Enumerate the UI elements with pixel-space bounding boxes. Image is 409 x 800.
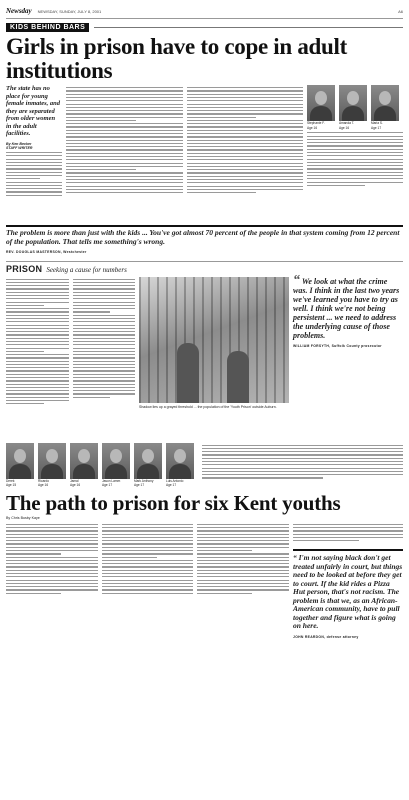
masthead-left bbox=[6, 7, 101, 15]
side-quote-attribution: WILLIAM FORSYTH, Suffolk County prosecutor bbox=[293, 343, 382, 348]
photo-block bbox=[139, 277, 289, 439]
bottom-quote-text: I'm not saying black don't get treated unfairly in court, but things need to be looked at before they get to court. If the kid rides a Pizza Hut person, that's not racism. The problem is that we, as an African-American community, have to pull together and figure what is going on here. bbox=[293, 553, 403, 631]
mug-age: Age 15 bbox=[6, 483, 17, 488]
mugshot bbox=[134, 443, 162, 488]
byline bbox=[6, 142, 62, 150]
top-story-row bbox=[6, 85, 403, 221]
mug-age: Age 16 bbox=[307, 125, 318, 130]
mugshot bbox=[166, 443, 194, 488]
top-right-column bbox=[307, 85, 403, 221]
kicker-label: KIDS BEHIND BARS bbox=[6, 23, 89, 32]
mug-name: Mark Anthony bbox=[134, 478, 154, 483]
mug-age: Age 16 bbox=[70, 483, 81, 488]
prison-subsection bbox=[6, 261, 403, 275]
middle-row bbox=[6, 272, 403, 439]
story-column bbox=[102, 522, 194, 642]
mug-age: Age 16 bbox=[38, 483, 49, 488]
mugshot bbox=[38, 443, 66, 488]
story-column bbox=[66, 85, 183, 221]
photo-caption: Shadow lies up a grayed threshold ... the population of the 'Youth Prison' outside Auburn. bbox=[139, 404, 277, 409]
story-text-block bbox=[6, 152, 62, 196]
mug-name: Amanda T. bbox=[339, 121, 355, 125]
mugshot bbox=[339, 85, 367, 130]
mugshot bbox=[371, 85, 399, 130]
byline-staff: STAFF WRITER bbox=[6, 145, 33, 150]
side-quote-text: We look at what the crime was. I think in the last two years we've learned you have to try as well. I think we're not being persistent ... we need to address the underlying cause of those problems. bbox=[293, 276, 400, 340]
pull-quote-text: The problem is more than just with the kids ... You've got almost 70 percent of the people in that system coming from 12 percent of the population. That tells me something's wrong. bbox=[6, 228, 400, 246]
bottom-pull-quote bbox=[293, 549, 403, 641]
newspaper-logo: Newsday bbox=[6, 7, 32, 15]
sub-byline: By Chris Busby Kaye bbox=[6, 515, 40, 520]
story-column bbox=[6, 522, 98, 642]
mug-name: Jamal bbox=[70, 478, 79, 483]
prison-photo bbox=[139, 277, 289, 403]
main-headline: Girls in prison have to cope in adult institutions bbox=[6, 34, 347, 83]
mug-age: Age 17 bbox=[371, 125, 382, 130]
bottom-right-column bbox=[293, 522, 403, 642]
mug-age: Age 17 bbox=[166, 483, 177, 488]
dateline: NEWSDAY, SUNDAY, JULY 8, 2001 bbox=[37, 8, 102, 14]
story-column bbox=[187, 85, 304, 221]
story-column bbox=[197, 522, 289, 642]
mug-age: Age 17 bbox=[134, 483, 145, 488]
bottom-quote-attribution: JOHN REARDON, defense attorney bbox=[293, 634, 359, 639]
pull-quote bbox=[6, 225, 403, 257]
pull-quote-attribution: REV. DOUGLAS MASTERSON, Westchester bbox=[6, 250, 87, 254]
quote-mark-icon: “ bbox=[293, 553, 297, 563]
deck-column bbox=[6, 85, 62, 221]
section-kicker bbox=[6, 22, 403, 32]
story-column bbox=[202, 443, 403, 488]
mugshot-row bbox=[307, 85, 403, 130]
mug-name: Jason Lamm bbox=[102, 478, 121, 483]
story-column bbox=[293, 524, 403, 542]
mug-name: Derek bbox=[6, 478, 15, 483]
prison-label: PRISON bbox=[6, 263, 43, 274]
side-quote bbox=[293, 272, 403, 439]
sub-headline: The path to prison for six Kent youths bbox=[6, 490, 341, 515]
newspaper-page bbox=[6, 4, 403, 796]
byline-name: By Ken Becker bbox=[6, 141, 32, 146]
quote-mark-icon: “ bbox=[293, 272, 300, 288]
youth-mugshot-row bbox=[6, 443, 403, 488]
mug-age: Age 17 bbox=[102, 483, 113, 488]
mug-name: Luis Antonio bbox=[166, 478, 184, 483]
mug-name: Stephanie F. bbox=[307, 121, 325, 125]
masthead bbox=[6, 4, 403, 19]
page-number: A6 bbox=[398, 8, 403, 14]
mugshot bbox=[307, 85, 335, 130]
mugshot bbox=[102, 443, 130, 488]
prison-subhead: Seeking a cause for numbers bbox=[46, 265, 127, 274]
story-column bbox=[73, 277, 136, 439]
bottom-story-row bbox=[6, 522, 403, 642]
mug-name: Maria S. bbox=[371, 121, 383, 125]
kicker-rule bbox=[94, 27, 403, 28]
story-column bbox=[6, 277, 69, 439]
mugshot bbox=[70, 443, 98, 488]
mugshot bbox=[6, 443, 34, 488]
mug-age: Age 16 bbox=[339, 125, 350, 130]
mug-name: Ricardo bbox=[38, 478, 49, 483]
deck-text: The state has no place for young female inmates, and they are separated from older women in the adult facilities. bbox=[6, 85, 60, 137]
story-column bbox=[307, 132, 403, 186]
